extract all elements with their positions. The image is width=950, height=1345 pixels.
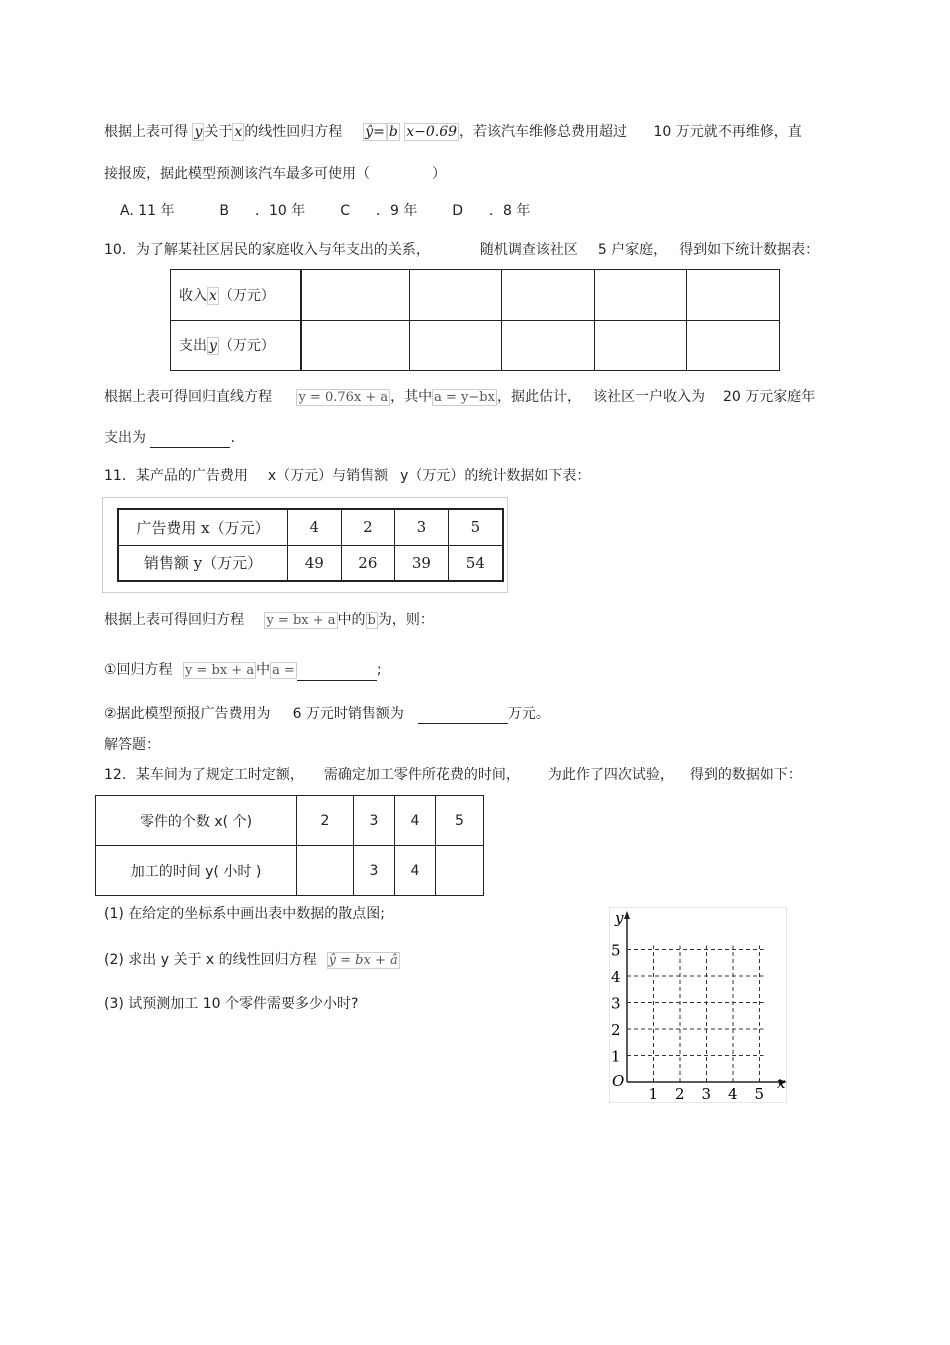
q10-stem: 10．为了解某社区居民的家庭收入与年支出的关系， 随机调查该社区 5 户家庭， 得到如下统计数据表： (104, 242, 820, 258)
q11-sub1: ①回归方程 y = bx + a 中 a = ; (104, 660, 382, 681)
q12-part1: (1) 在给定的坐标系中画出表中数据的散点图; (104, 906, 385, 922)
var-x: x (234, 124, 243, 140)
x-tick-label: 3 (701, 1085, 712, 1103)
table-cell (409, 320, 502, 371)
table-cell (687, 320, 780, 371)
graph-frame (609, 907, 787, 1103)
y-tick-label: 1 (611, 1047, 621, 1066)
regression-eq-rest: x−0.69 (406, 124, 458, 140)
origin-label: O (612, 1072, 625, 1090)
option-c: C ．9 年 (340, 203, 418, 219)
option-a: A. 11 年 (120, 203, 175, 219)
table-cell: 3 (354, 846, 395, 896)
y-axis-label: y (615, 909, 624, 927)
table-cell: 2 (297, 796, 354, 846)
table-row-label: 零件的个数 x( 个) (96, 796, 297, 846)
slope-b: b (367, 613, 376, 628)
x-tick-label: 2 (675, 1085, 685, 1103)
var-y: y (194, 124, 203, 140)
table-cell: 4 (288, 509, 342, 545)
table-row-label: 加工的时间 y( 小时 ) (96, 846, 297, 896)
q9-text: 关于 (204, 124, 233, 140)
regression-eq: ŷ = bx + â (328, 953, 398, 968)
x-tick-label: 5 (754, 1085, 765, 1103)
table-row-label: 广告费用 x（万元） (118, 509, 288, 545)
answer-paren: ） (432, 166, 446, 182)
coordinate-grid (609, 907, 787, 1103)
q10-table (170, 269, 780, 371)
q12-stem: 12．某车间为了规定工时定额， 需确定加工零件所花费的时间， 为此作了四次试验， 得到的数据如下： (104, 767, 802, 783)
q10-line2: 支出为 . (104, 430, 235, 446)
table-cell (502, 270, 595, 321)
table-cell (436, 846, 484, 896)
option-b: B ．10 年 (219, 203, 306, 219)
q9-text: 根据上表可得 (104, 124, 188, 140)
q9-text: ，若该汽车维修总费用超过 (459, 124, 628, 140)
table-cell: 5 (436, 796, 484, 846)
regression-eq: y = 0.76x + a (298, 390, 389, 405)
q10-line1: 根据上表可得回归直线方程 y = 0.76x + a ，其中 a = y−bx ，据此估计， 该社区一户收入为 20 万元家庭年 (104, 389, 816, 405)
q11-table (117, 508, 504, 582)
q9-line2 (104, 164, 446, 184)
answer-blank[interactable] (150, 432, 230, 448)
table-cell: 3 (395, 509, 449, 545)
intercept-eq: a = y−bx (434, 390, 495, 405)
table-cell (594, 270, 687, 321)
q9-text: 10 万元就不再维修，直 (653, 124, 802, 140)
x-axis-label: x (777, 1074, 786, 1092)
q9-text: 的线性回归方程 (244, 124, 343, 140)
section-title: 解答题： (104, 737, 160, 753)
table-cell: 39 (395, 545, 449, 581)
table-cell: 5 (448, 509, 503, 545)
option-d: D ．8 年 (452, 203, 531, 219)
table-cell (687, 270, 780, 321)
table-row-label: 收入 x （万元） (171, 270, 302, 321)
q9-text: 接报废，据此模型预测该汽车最多可使用（ (104, 166, 370, 182)
q9-options (120, 201, 530, 221)
q11-stem: 11．某产品的广告费用 x（万元）与销售额 y（万元）的统计数据如下表： (104, 468, 591, 484)
table-cell (297, 846, 354, 896)
table-cell: 26 (341, 545, 395, 581)
intercept-eq: a = (272, 663, 295, 678)
table-cell (409, 270, 502, 321)
table-cell: 4 (395, 796, 436, 846)
q9-line1 (104, 122, 802, 142)
q12-part2: (2) 求出 y 关于 x 的线性回归方程 ŷ = bx + â (104, 952, 398, 968)
regression-eq-yhat: ŷ= (365, 124, 385, 140)
table-cell: 2 (341, 509, 395, 545)
table-cell (502, 320, 595, 371)
x-tick-label: 4 (728, 1085, 738, 1103)
y-tick-label: 2 (611, 1021, 621, 1039)
answer-blank[interactable] (297, 665, 377, 681)
y-tick-label: 3 (611, 994, 621, 1013)
table-cell: 3 (354, 796, 395, 846)
regression-eq-b: b (388, 124, 398, 140)
regression-eq: y = bx + a (185, 663, 255, 678)
table-cell (594, 320, 687, 371)
q11-sub2: ②据此模型预报广告费用为 6 万元时销售额为 万元。 (104, 706, 550, 722)
q12-part3: (3) 试预测加工 10 个零件需要多少小时? (104, 996, 359, 1012)
table-row-label: 支出 y （万元） (171, 320, 302, 371)
y-tick-label: 4 (611, 968, 621, 986)
table-cell (301, 270, 409, 321)
q12-table (95, 795, 484, 896)
table-cell (301, 320, 409, 371)
y-tick-label: 5 (611, 941, 621, 960)
x-tick-label: 1 (648, 1085, 659, 1103)
table-cell: 49 (288, 545, 342, 581)
table-cell: 54 (448, 545, 503, 581)
regression-eq: y = bx + a (266, 613, 336, 628)
table-row-label: 销售额 y（万元） (118, 545, 288, 581)
q11-line1: 根据上表可得回归方程 y = bx + a 中的 b 为，则： (104, 612, 434, 628)
answer-blank[interactable] (418, 708, 508, 724)
table-cell: 4 (395, 846, 436, 896)
